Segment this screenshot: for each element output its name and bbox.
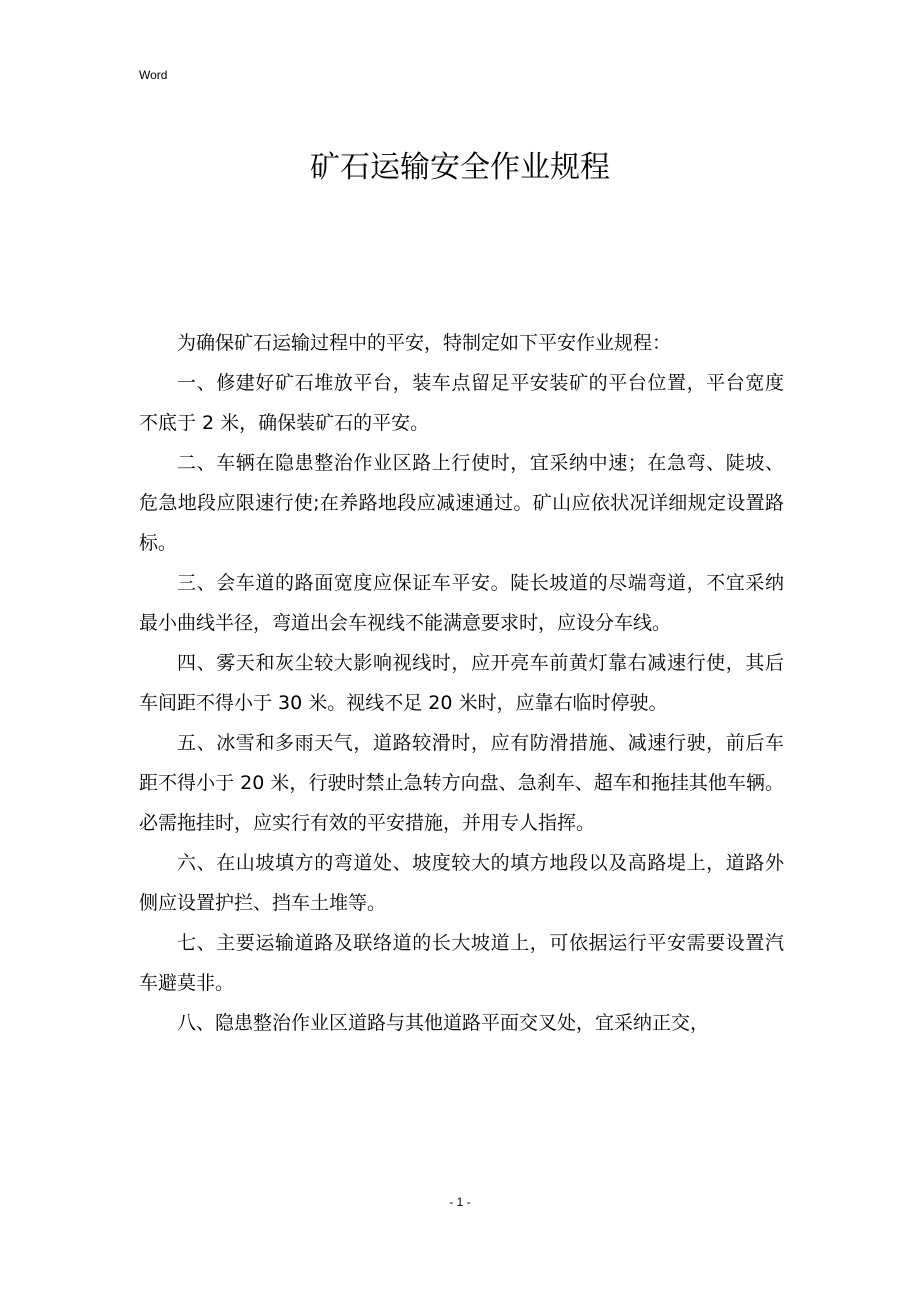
paragraph-3: 三、会车道的路面宽度应保证车平安。陡长坡道的尽端弯道，不宜采纳最小曲线半径，弯道出会车视线不能满意要求时，应设分车线。 xyxy=(139,572,784,634)
paragraph-intro: 为确保矿石运输过程中的平安，特制定如下平安作业规程： xyxy=(177,332,672,354)
paragraph-4: 四、雾天和灰尘较大影响视线时，应开亮车前黄灯靠右减速行使，其后车间距不得小于 30 米。视线不足 20 米时，应靠右临时停驶。 xyxy=(139,652,784,714)
paragraph-5: 五、冰雪和多雨天气，道路较滑时，应有防滑措施、减速行驶，前后车距不得小于 20 米，行驶时禁止急转方向盘、急刹车、超车和拖挂其他车辆。必需拖挂时，应实行有效的平安措施，并用专人指挥。 xyxy=(139,732,784,834)
paragraph-6: 六、在山坡填方的弯道处、坡度较大的填方地段以及高路堤上，道路外侧应设置护拦、挡车土堆等。 xyxy=(139,852,784,914)
page-number: - 1 - xyxy=(449,1195,471,1209)
header-label: Word xyxy=(139,68,168,82)
paragraph-8: 八、隐患整治作业区道路与其他道路平面交叉处，宜采纳正交， xyxy=(177,1012,710,1034)
paragraph-2: 二、车辆在隐患整治作业区路上行使时，宜采纳中速；在急弯、陡坡、危急地段应限速行使;在养路地段应减速通过。矿山应依状况详细规定设置路标。 xyxy=(139,452,784,554)
paragraph-1: 一、修建好矿石堆放平台，装车点留足平安装矿的平台位置，平台宽度不底于 2 米，确保装矿石的平安。 xyxy=(139,372,784,434)
paragraph-7: 七、主要运输道路及联络道的长大坡道上，可依据运行平安需要设置汽车避莫非。 xyxy=(139,932,784,994)
document-body xyxy=(139,323,784,1043)
document-title: 矿石运输安全作业规程 xyxy=(310,150,610,185)
